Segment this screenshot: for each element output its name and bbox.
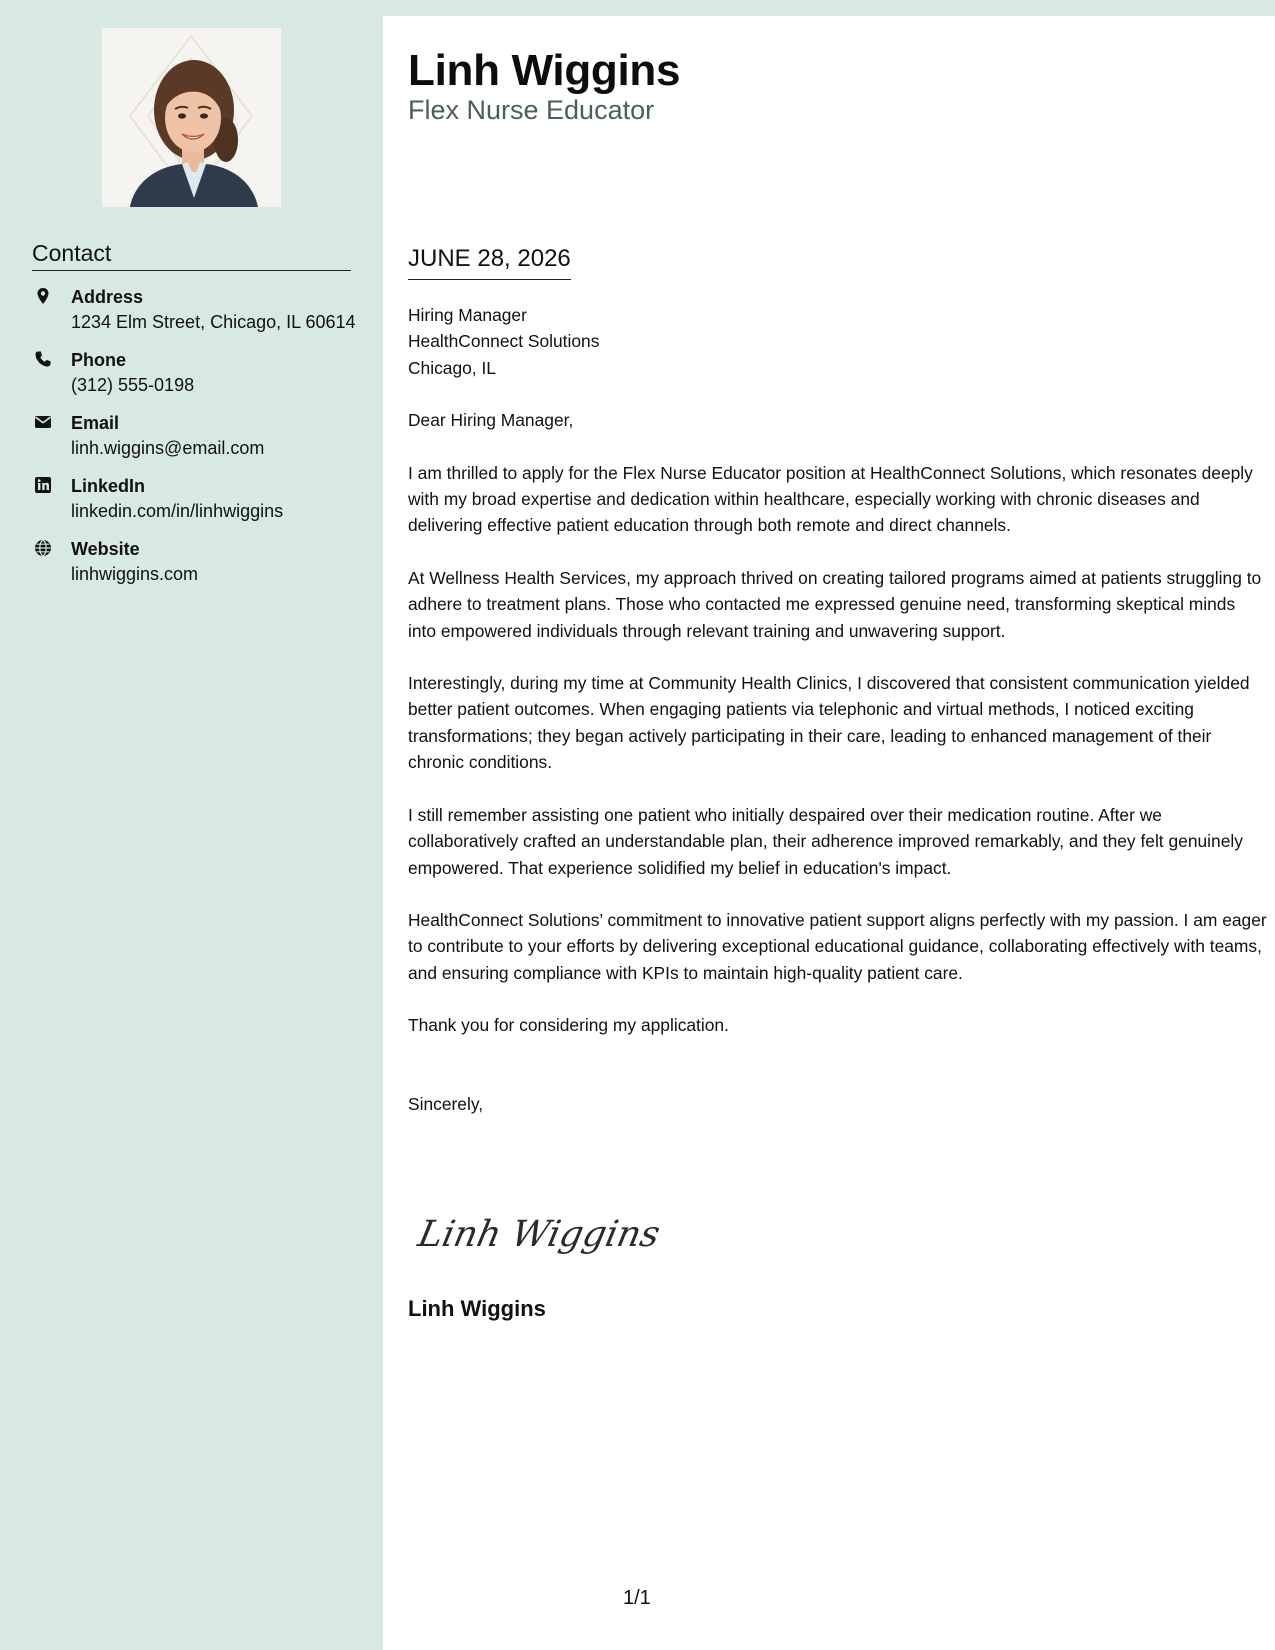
phone-value: (312) 555-0198 bbox=[71, 375, 195, 395]
recipient-block bbox=[408, 302, 1268, 381]
email-value[interactable]: linh.wiggins@email.com bbox=[71, 438, 265, 458]
contact-label: Email bbox=[71, 413, 120, 433]
contact-label: Address bbox=[71, 287, 144, 307]
page-number: 1/1 bbox=[623, 1587, 651, 1609]
website-value[interactable]: linhwiggins.com bbox=[71, 564, 199, 584]
linkedin-icon bbox=[34, 476, 52, 494]
paragraph: I still remember assisting one patient who initially despaired over their medication routine. After we collaboratively crafted an understandable plan, their adherence improved remarkably, and they felt genuinely empowered. That experience solidified my belief in education's impact. bbox=[408, 804, 1243, 878]
contact-list bbox=[32, 285, 362, 600]
greeting: Dear Hiring Manager, bbox=[408, 410, 574, 431]
address-value: 1234 Elm Street, Chicago, IL 60614 bbox=[71, 312, 356, 332]
applicant-name: Linh Wiggins bbox=[408, 46, 681, 95]
contact-item-email bbox=[32, 411, 362, 461]
profile-photo bbox=[102, 28, 281, 207]
contact-item-linkedin bbox=[32, 474, 362, 524]
linkedin-value[interactable]: linkedin.com/in/linhwiggins bbox=[71, 501, 284, 521]
job-title: Flex Nurse Educator bbox=[408, 95, 655, 125]
paragraph: Thank you for considering my application. bbox=[408, 1015, 729, 1036]
paragraph: I am thrilled to apply for the Flex Nurse Educator position at HealthConnect Solutions, which resonates deeply with my broad expertise and dedication within healthcare, especially working with chronic diseases and delivering effective patient education through both remote and direct channels. bbox=[408, 462, 1253, 536]
closing: Sincerely, bbox=[408, 1093, 484, 1114]
paragraph: At Wellness Health Services, my approach thrived on creating tailored programs aimed at patients struggling to adhere to treatment plans. Those who contacted me expressed genuine need, transforming skeptical minds into empowered individuals through relevant training and unwavering support. bbox=[408, 567, 1262, 641]
letter-body bbox=[408, 302, 1268, 1117]
contact-label: Website bbox=[71, 539, 140, 559]
handwritten-signature bbox=[414, 1206, 664, 1264]
contact-item-phone bbox=[32, 348, 362, 398]
location-pin-icon bbox=[34, 287, 52, 305]
sidebar bbox=[0, 0, 383, 1650]
envelope-icon bbox=[34, 413, 52, 431]
letter-main bbox=[383, 16, 1275, 1650]
letter-date: JUNE 28, 2026 bbox=[408, 245, 571, 280]
paragraph: Interestingly, during my time at Community Health Clinics, I discovered that consistent communication yielded better patient outcomes. When engaging patients via telephonic and virtual methods, I noticed exciting transformations; they began actively participating in their care, leading to enhanced management of their chronic conditions. bbox=[408, 673, 1250, 773]
contact-item-website bbox=[32, 537, 362, 587]
date-block bbox=[408, 245, 571, 280]
contact-heading: Contact bbox=[32, 240, 351, 271]
globe-icon bbox=[34, 539, 52, 557]
recipient-line: HealthConnect Solutions bbox=[408, 331, 600, 352]
contact-item-address bbox=[32, 285, 362, 335]
contact-label: Phone bbox=[71, 350, 127, 370]
svg-text:Linh Wiggins: Linh Wiggins bbox=[414, 1212, 664, 1255]
signed-name: Linh Wiggins bbox=[408, 1296, 546, 1321]
phone-icon bbox=[34, 350, 52, 368]
recipient-line: Chicago, IL bbox=[408, 357, 496, 378]
recipient-line: Hiring Manager bbox=[408, 305, 527, 325]
contact-label: LinkedIn bbox=[71, 476, 146, 496]
paragraph: HealthConnect Solutions’ commitment to innovative patient support aligns perfectly with my passion. I am eager to contribute to your efforts by delivering exceptional educational guidance, collaborating effectively with teams, and ensuring compliance with KPIs to maintain high-quality patient care. bbox=[408, 909, 1267, 983]
avatar-portrait bbox=[102, 28, 281, 207]
